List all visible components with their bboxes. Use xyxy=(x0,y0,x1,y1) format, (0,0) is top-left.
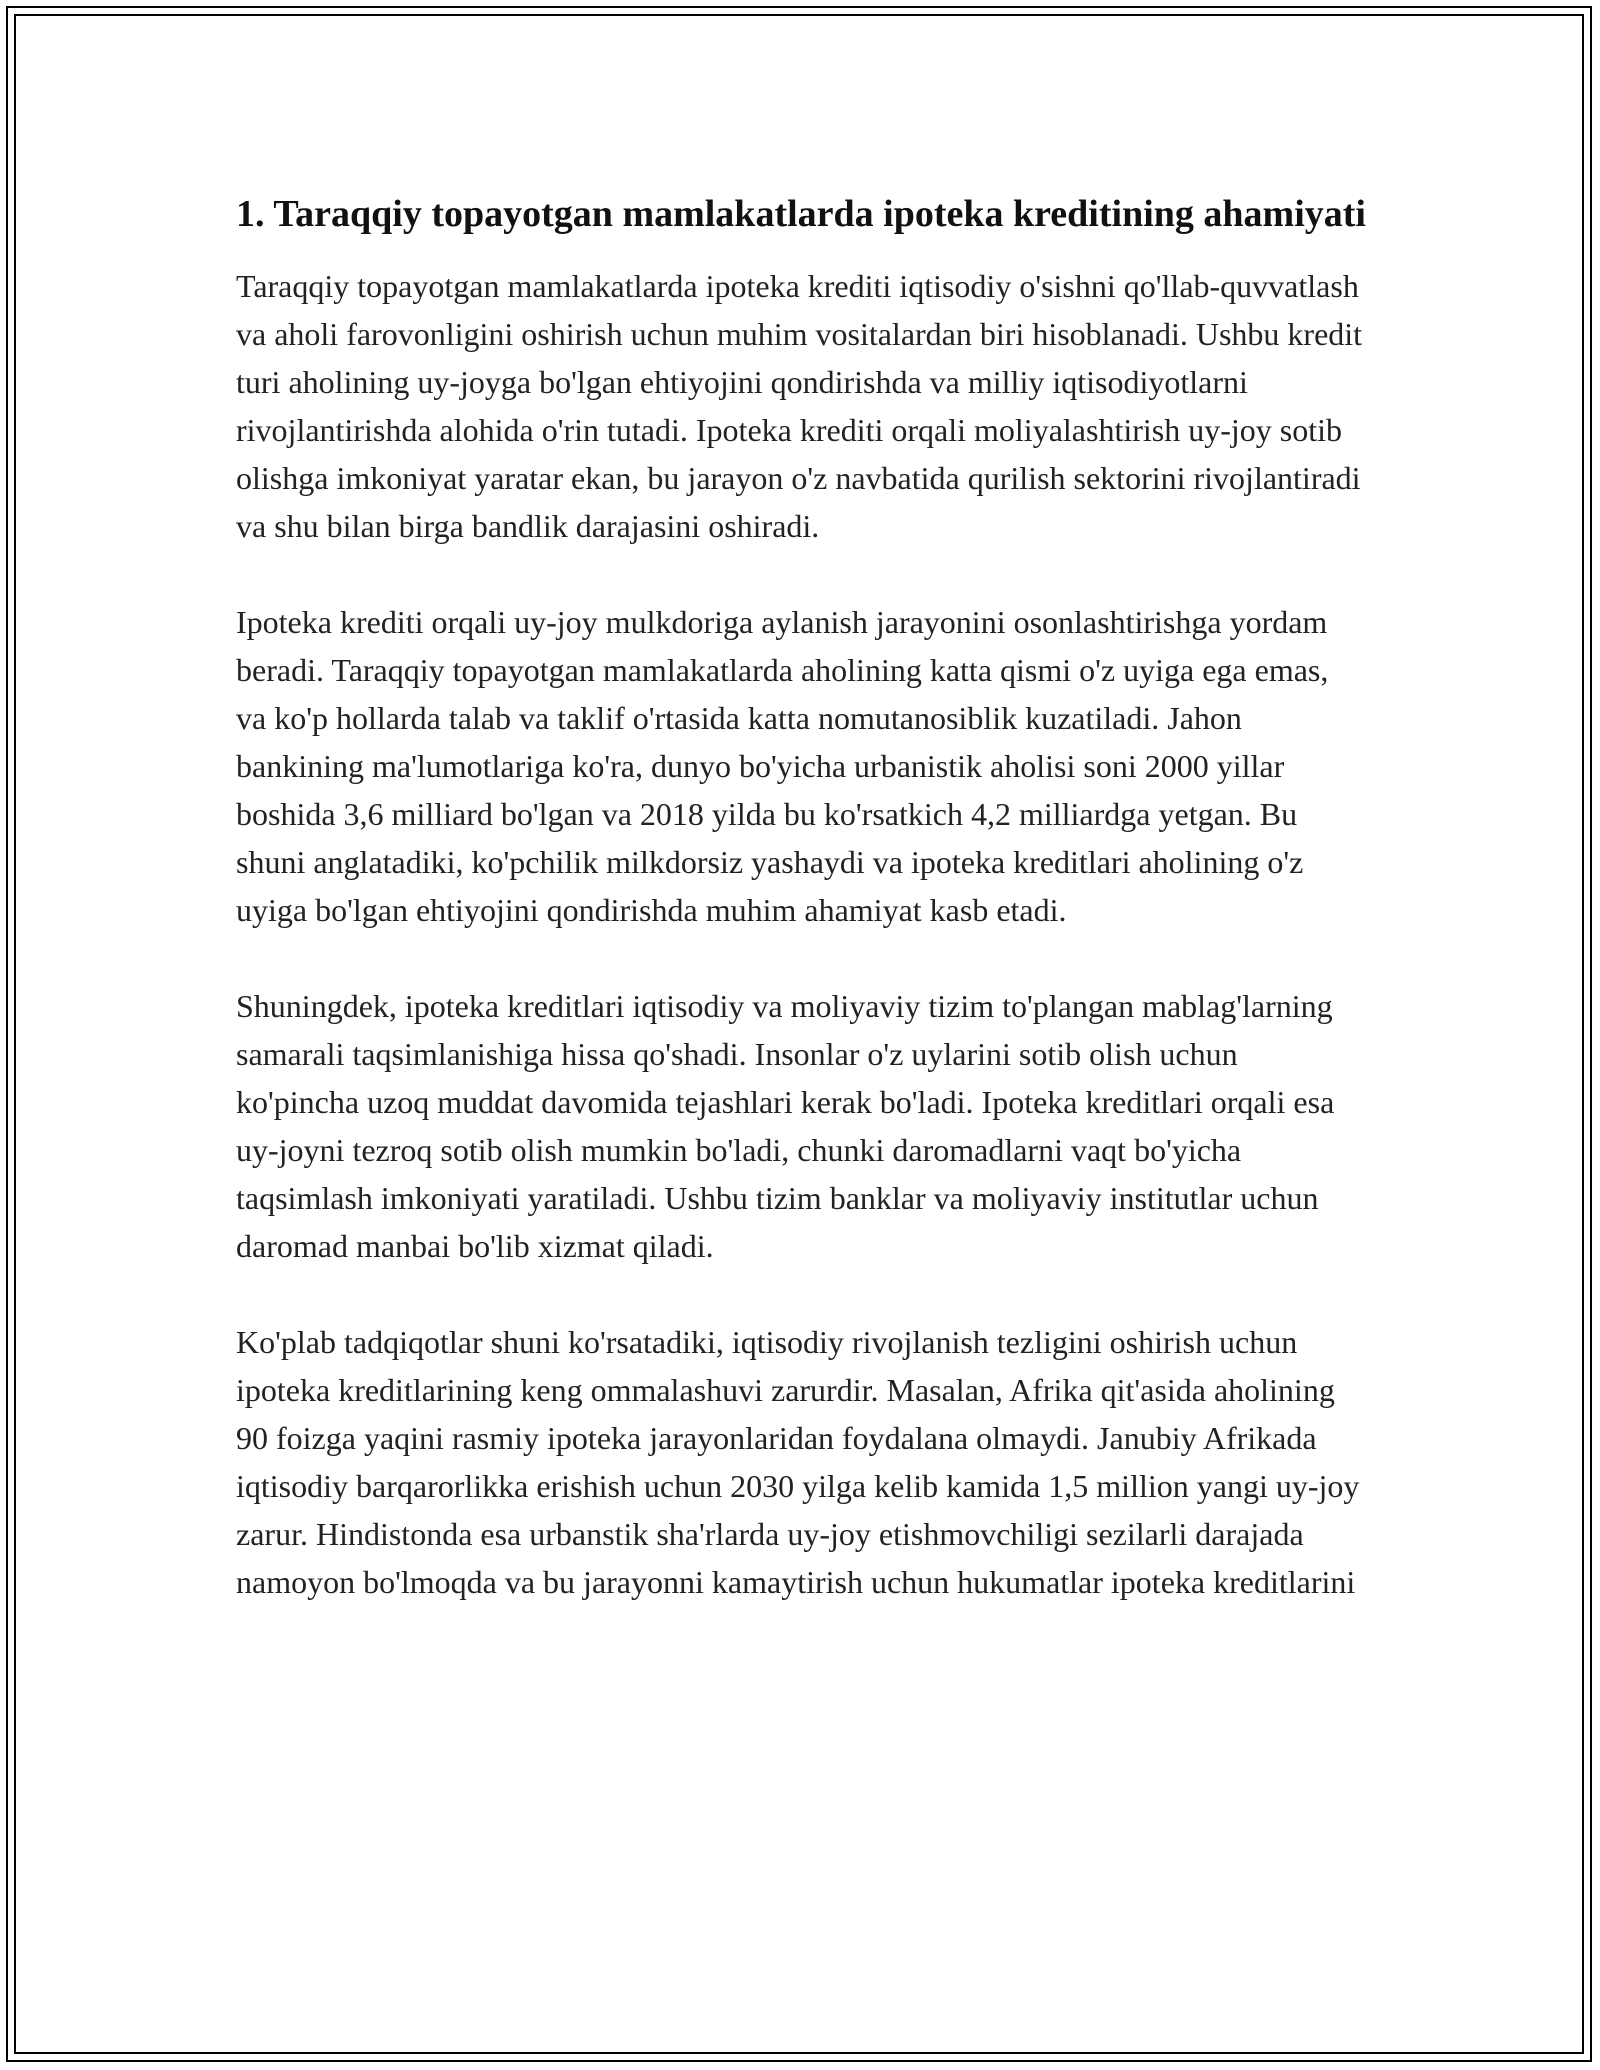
paragraph-2: Ipoteka krediti orqali uy-joy mulkdoriga aylanish jarayonini osonlashtirishga yordam beradi. Taraqqiy topayotgan mamlakatlarda aholining katta qismi o'z uyiga ega emas, va ko'p hollarda talab va taklif o'rtasida katta nomutanosiblik kuzatiladi. Jahon bankining ma'lumotlariga ko'ra, dunyo bo'yicha urbanistik aholisi soni 2000 yillar boshida 3,6 milliard bo'lgan va 2018 yilda bu ko'rsatkich 4,2 milliardga yetgan. Bu shuni anglatadiki, ko'pchilik milkdorsiz yashaydi va ipoteka kreditlari aholining o'z uyiga bo'lgan ehtiyojini qondirishda muhim ahamiyat kasb etadi. xyxy=(236,604,1329,928)
paragraph-4: Ko'plab tadqiqotlar shuni ko'rsatadiki, iqtisodiy rivojlanish tezligini oshirish uchun ipoteka kreditlarining keng ommalashuvi zarurdir. Masalan, Afrika qit'asida aholining 90 foizga yaqini rasmiy ipoteka jarayonlaridan foydalana olmaydi. Janubiy Afrikada iqtisodiy barqarorlikka erishish uchun 2030 yilga kelib kamida 1,5 million yangi uy-joy zarur. Hindistonda esa urbanstik sha'rlarda uy-joy etishmovchiligi sezilarli darajada namoyon bo'lmoqda va bu jarayonni kamaytirish uchun hukumatlar ipoteka kreditlarini xyxy=(236,1324,1360,1600)
paragraph-3: Shuningdek, ipoteka kreditlari iqtisodiy va moliyaviy tizim to'plangan mablag'larning samarali taqsimlanishiga hissa qo'shadi. Insonlar o'z uylarini sotib olish uchun ko'pincha uzoq muddat davomida tejashlari kerak bo'ladi. Ipoteka kreditlari orqali esa uy-joyni tezroq sotib olish mumkin bo'ladi, chunki daromadlarni vaqt bo'yicha taqsimlash imkoniyati yaratiladi. Ushbu tizim banklar va moliyaviy institutlar uchun daromad manbai bo'lib xizmat qiladi. xyxy=(236,988,1335,1264)
section-heading: 1. Taraqqiy topayotgan mamlakatlarda ipoteka kreditining ahamiyati xyxy=(236,193,1366,235)
paragraph-1: Taraqqiy topayotgan mamlakatlarda ipoteka krediti iqtisodiy o'sishni qo'llab-quvvatlash va aholi farovonligini oshirish uchun muhim vositalardan biri hisoblanadi. Ushbu kredit turi aholining uy-joyga bo'lgan ehtiyojini qondirishda va milliy iqtisodiyotlarni rivojlantirishda alohida o'rin tutadi. Ipoteka krediti orqali moliyalashtirish uy-joy sotib olishga imkoniyat yaratar ekan, bu jarayon o'z navbatida qurilish sektorini rivojlantiradi va shu bilan birga bandlik darajasini oshiradi. xyxy=(236,268,1363,544)
document-body xyxy=(236,186,1366,1654)
